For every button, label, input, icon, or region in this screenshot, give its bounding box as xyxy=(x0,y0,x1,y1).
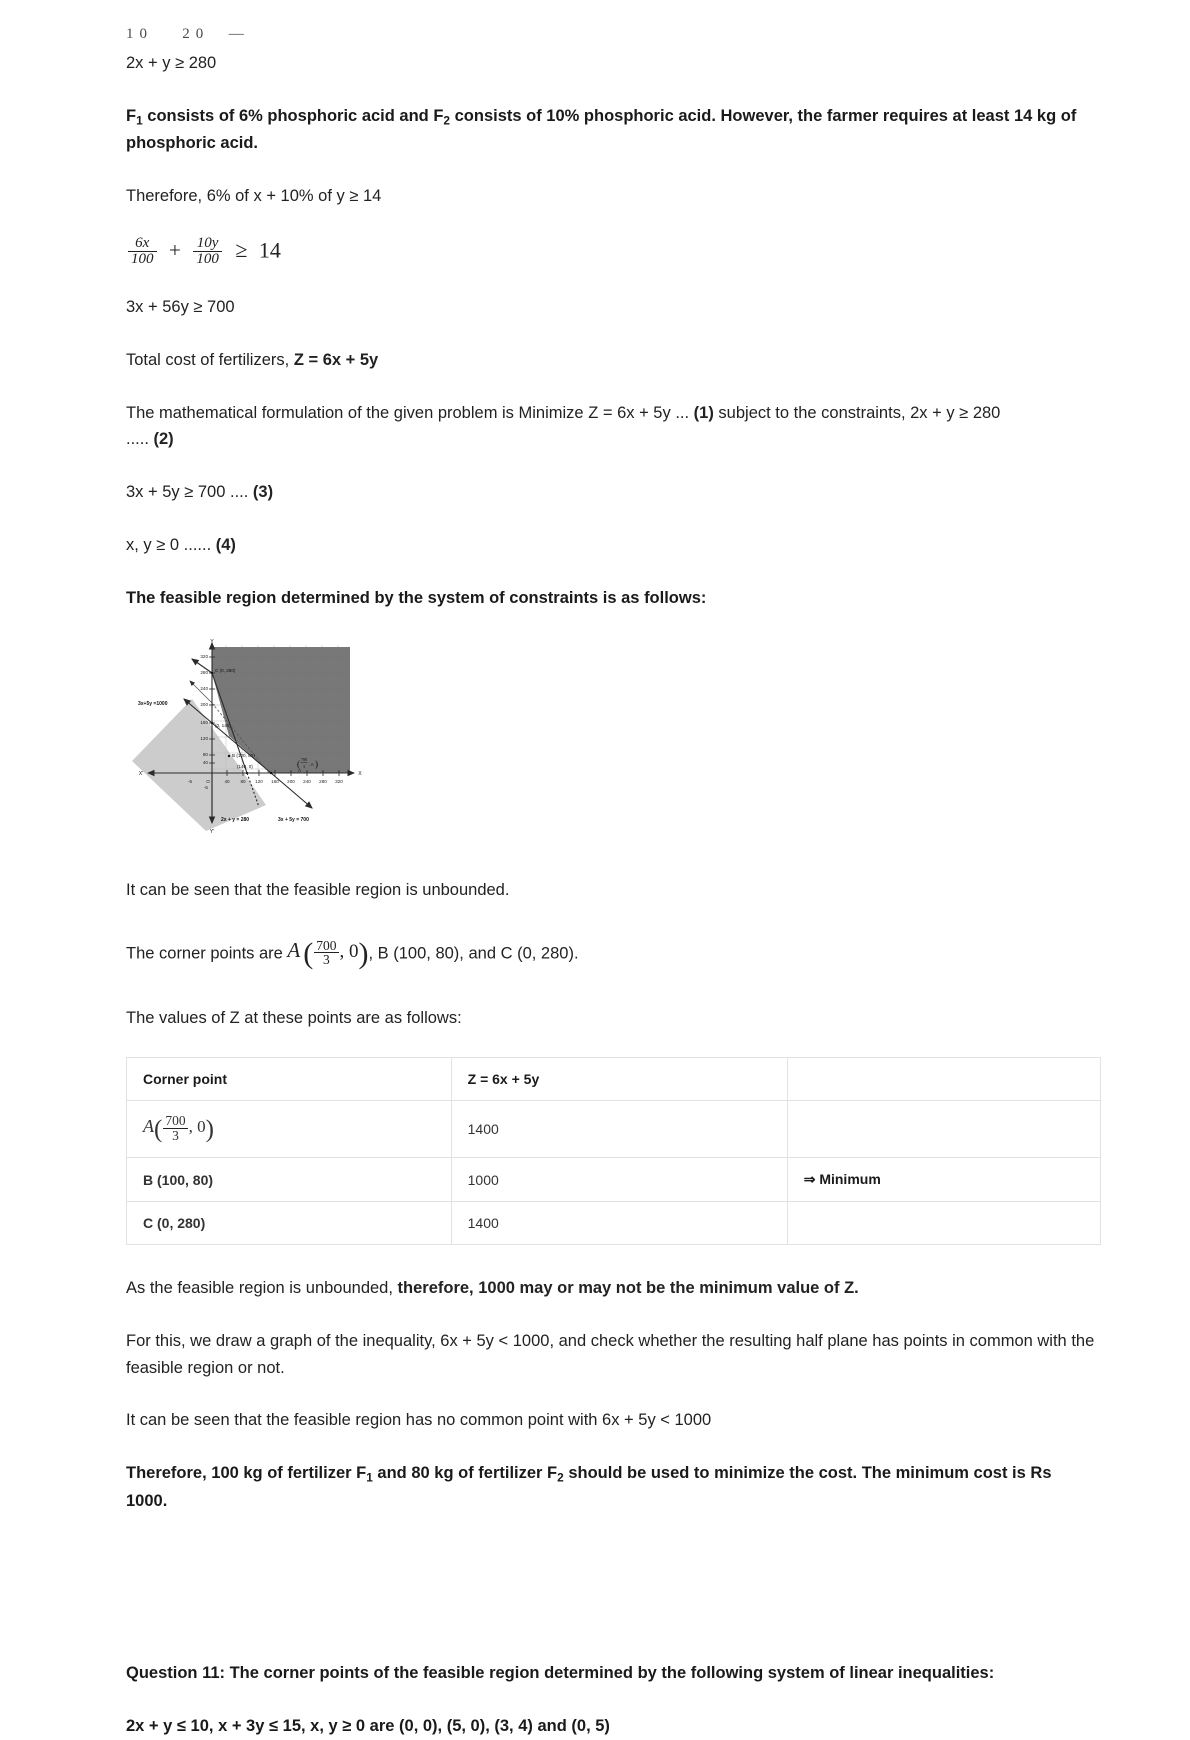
svg-text:(: ( xyxy=(297,759,300,770)
inequality-3x-plus-56y: 3x + 56y ≥ 700 xyxy=(126,298,235,317)
conclusion-f2-subscript: 2 xyxy=(557,1470,564,1485)
close-paren: ) xyxy=(358,936,369,970)
svg-text:200: 200 xyxy=(287,779,295,785)
table-open-paren: ( xyxy=(154,1116,163,1144)
values-of-z-statement: The values of Z at these points are as follows: xyxy=(126,1008,462,1027)
formulation-text-1: The mathematical formulation of the given problem is Minimize Z = 6x + 5y xyxy=(126,403,676,422)
svg-text:80: 80 xyxy=(240,779,246,785)
fraction-denominator-100-b: 100 xyxy=(193,251,222,268)
unbounded-statement: It can be seen that the feasible region is unbounded. xyxy=(126,881,510,900)
fraction-10y-over-100 xyxy=(193,236,222,269)
svg-text:80: 80 xyxy=(202,752,208,758)
corner-point-a-letter: A xyxy=(287,937,301,962)
fraction-denominator-100-a: 100 xyxy=(128,251,157,268)
plus-operator: + xyxy=(169,238,181,262)
annotation-point-0-140: (0, 140) xyxy=(215,723,231,729)
section-spacer xyxy=(126,1540,1095,1660)
table-a-denominator: 3 xyxy=(163,1128,187,1143)
label-3x5y-1000: 3x+5y =1000 xyxy=(138,701,168,708)
constraint-line-3 xyxy=(126,479,1095,506)
annotation-point-a-label: A xyxy=(298,768,302,774)
annotation-point-140-0: (140, 0) xyxy=(237,764,253,770)
corner-point-a-zero: , 0 xyxy=(339,940,359,962)
label-3x5y-700: 3x + 5y = 700 xyxy=(278,817,309,824)
corner-point-a-table-expression xyxy=(143,1113,214,1144)
fraction-numerator-10y: 10y xyxy=(196,234,219,251)
svg-text:Y: Y xyxy=(210,639,214,646)
no-common-point-paragraph: It can be seen that the feasible region has no common point with 6x + 5y < 1000 xyxy=(126,1411,712,1430)
constraint-4-number: (4) xyxy=(215,535,236,554)
header-corner-point: Corner point xyxy=(127,1058,452,1101)
constraint-3-text: 3x + 5y ≥ 700 .... xyxy=(126,483,253,502)
feasible-region-heading: The feasible region determined by the system of constraints is as follows: xyxy=(126,588,707,607)
f1-f2-tail-text: consists of 10% phosphoric acid. However, the farmer requires at least 14 kg of phosphoric acid. xyxy=(126,106,1077,153)
svg-text:X: X xyxy=(358,771,362,778)
document-page xyxy=(0,28,1190,1740)
corner-points-prefix: The corner points are xyxy=(126,944,288,963)
svg-text:): ) xyxy=(315,759,318,770)
open-paren: ( xyxy=(303,936,314,970)
fraction-numerator-6x: 6x xyxy=(135,234,150,251)
constraint-line-4 xyxy=(126,532,1095,559)
table-close-paren: ) xyxy=(205,1116,214,1144)
conclusion-text-1: Therefore, 100 kg of fertilizer F xyxy=(126,1464,367,1483)
table-row xyxy=(127,1158,1101,1202)
svg-text:Y': Y' xyxy=(209,829,215,836)
clipped-top-line: 10 20 — xyxy=(126,28,250,42)
header-note xyxy=(787,1058,1100,1101)
corner-point-a-numerator: 700 xyxy=(316,937,337,953)
inequality-2x-plus-y: 2x + y ≥ 280 xyxy=(126,54,217,72)
corner-point-values-table xyxy=(126,1057,1101,1245)
conclusion-paragraph xyxy=(126,1460,1095,1514)
label-2x-y-280: 2x + y = 280 xyxy=(221,817,250,824)
corner-point-a-fraction xyxy=(314,939,338,967)
svg-text:160: 160 xyxy=(271,779,279,785)
formulation-eq-number-1: (1) xyxy=(693,403,714,422)
table-a-numerator: 700 xyxy=(165,1113,186,1129)
svg-text:160: 160 xyxy=(200,720,208,726)
f2-subscript: 2 xyxy=(443,113,451,128)
svg-text:-5: -5 xyxy=(203,785,208,791)
cell-note-c xyxy=(787,1202,1100,1245)
cell-z-value-c: 1400 xyxy=(451,1202,787,1245)
question-11-inequalities: 2x + y ≤ 10, x + 3y ≤ 15, x, y ≥ 0 are (0, 0), (5, 0), (3, 4) and (0, 5) xyxy=(126,1717,610,1736)
constraint-3-number: (3) xyxy=(252,483,274,502)
corner-points-suffix: , B (100, 80), and C (0, 280). xyxy=(368,944,579,963)
question-11-heading: Question 11: The corner points of the feasible region determined by the following system of linear inequalities: xyxy=(126,1664,995,1683)
corner-point-a-expression xyxy=(287,930,368,979)
table-header-row xyxy=(127,1058,1101,1101)
svg-text:700: 700 xyxy=(300,757,308,763)
formulation-text-2: subject to the constraints, 2x + y ≥ 280 xyxy=(713,403,1001,422)
total-cost-expression: Z = 6x + 5y xyxy=(293,350,379,369)
table-a-fraction xyxy=(163,1114,187,1142)
annotation-point-b: B (100, 80) xyxy=(232,753,255,759)
total-cost-prefix: Total cost of fertilizers, xyxy=(126,350,294,369)
svg-text:120: 120 xyxy=(255,779,263,785)
header-z-expression: Z = 6x + 5y xyxy=(451,1058,787,1101)
table-a-letter: A xyxy=(143,1116,154,1137)
svg-text:X': X' xyxy=(138,771,144,778)
svg-text:O: O xyxy=(206,779,210,785)
svg-text:320: 320 xyxy=(200,654,208,660)
cell-corner-point-b xyxy=(127,1158,452,1202)
table-row xyxy=(127,1202,1101,1245)
paragraph-f1-f2-composition xyxy=(126,103,1095,157)
cell-z-value-a: 1400 xyxy=(451,1101,787,1158)
annotation-point-c: C (0, 280) xyxy=(215,668,236,674)
svg-text:240: 240 xyxy=(200,686,208,692)
svg-text:320: 320 xyxy=(335,779,343,785)
fraction-equation xyxy=(126,236,1095,269)
svg-text:120: 120 xyxy=(200,736,208,742)
table-b-label: B (100, 80) xyxy=(143,1171,214,1188)
svg-text:-5: -5 xyxy=(187,779,193,785)
cell-corner-point-c xyxy=(127,1202,452,1245)
unbounded-note-normal: As the feasible region is unbounded, xyxy=(126,1279,398,1298)
unbounded-note-bold: therefore, 1000 may or may not be the minimum value of Z. xyxy=(397,1279,859,1298)
cell-corner-point-a xyxy=(127,1101,452,1158)
svg-text:3: 3 xyxy=(302,764,306,770)
feasible-region-figure xyxy=(126,637,1095,847)
conclusion-f1-subscript: 1 xyxy=(366,1470,373,1485)
table-a-tail: , 0 xyxy=(188,1117,206,1137)
greater-equal-operator: ≥ xyxy=(235,237,248,262)
svg-text:, 0: , 0 xyxy=(309,762,314,768)
unbounded-note-paragraph xyxy=(126,1275,1095,1302)
f1-subscript: 1 xyxy=(136,113,143,128)
svg-text:240: 240 xyxy=(303,779,311,785)
conclusion-text-3: should be used to minimize the cost. The minimum cost is Rs 1000. xyxy=(126,1464,1052,1510)
svg-text:40: 40 xyxy=(224,779,230,785)
formulation-dots-1: ... xyxy=(675,403,694,422)
cell-z-value-b: 1000 xyxy=(451,1158,787,1202)
corner-points-statement xyxy=(126,930,1095,979)
mathematical-formulation-paragraph xyxy=(126,400,1095,453)
cell-note-b xyxy=(787,1158,1100,1202)
svg-text:280: 280 xyxy=(319,779,327,785)
corner-point-a-denominator: 3 xyxy=(314,952,338,967)
feasible-region-graph xyxy=(126,637,376,847)
draw-graph-paragraph: For this, we draw a graph of the inequality, 6x + 5y < 1000, and check whether the resulting half plane has points in common with the feasible region or not. xyxy=(126,1331,1095,1377)
formulation-dots-2: ..... xyxy=(126,430,154,449)
formulation-eq-number-2: (2) xyxy=(153,430,174,449)
table-row xyxy=(127,1101,1101,1158)
total-cost-line xyxy=(126,347,1095,374)
f1-f2-mid-text: consists of 6% phosphoric acid and F xyxy=(142,106,444,125)
conclusion-text-2: and 80 kg of fertilizer F xyxy=(372,1464,558,1483)
svg-text:40: 40 xyxy=(202,760,208,766)
paragraph-therefore-percentages: Therefore, 6% of x + 10% of y ≥ 14 xyxy=(126,186,382,205)
svg-text:200: 200 xyxy=(200,702,208,708)
cell-note-a xyxy=(787,1101,1100,1158)
fraction-equation-rhs: 14 xyxy=(258,237,281,262)
svg-text:280: 280 xyxy=(200,670,208,676)
fraction-6x-over-100 xyxy=(128,236,157,269)
constraint-4-text: x, y ≥ 0 ...... xyxy=(126,535,216,554)
table-c-label: C (0, 280) xyxy=(143,1215,206,1232)
f1-prefix: F xyxy=(126,106,137,125)
minimum-marker: ⇒ Minimum xyxy=(803,1171,881,1188)
